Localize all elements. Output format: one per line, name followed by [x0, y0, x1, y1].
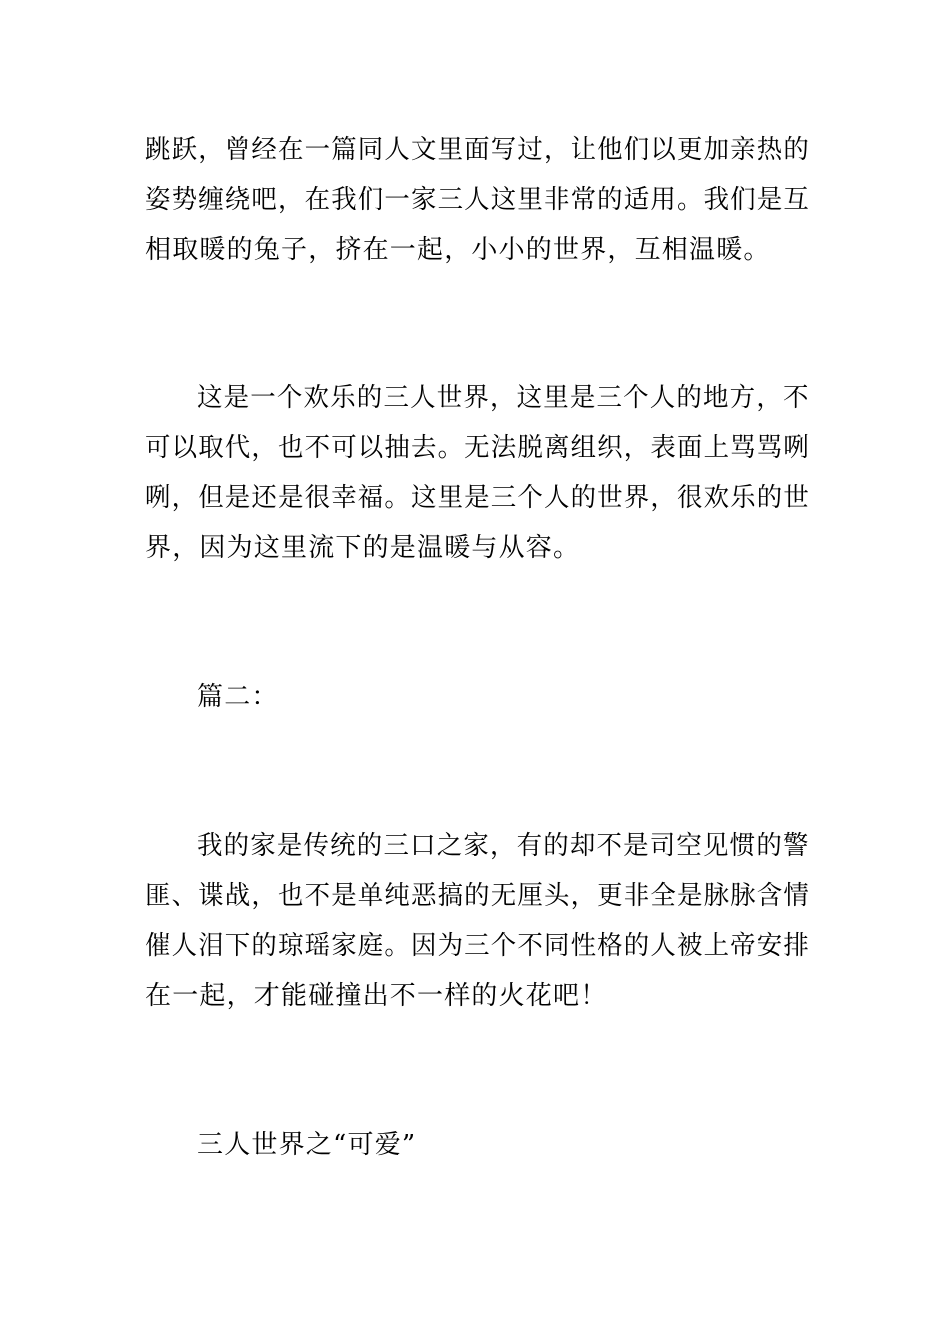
section-heading: 篇二： [197, 682, 279, 712]
paragraph-3-line-1: 我的家是传统的三口之家，有的却不是司空见惯的警 [197, 831, 810, 861]
paragraph-1-line-1: 跳跃，曾经在一篇同人文里面写过，让他们以更加亲热的 [145, 135, 810, 165]
paragraph-2-line-3: 咧，但是还是很幸福。这里是三个人的世界，很欢乐的世 [145, 483, 810, 513]
paragraph-3-line-2: 匪、谍战，也不是单纯恶搞的无厘头，更非全是脉脉含情 [145, 881, 810, 911]
paragraph-2-line-2: 可以取代，也不可以抽去。无法脱离组织，表面上骂骂咧 [145, 433, 810, 463]
subheading: 三人世界之“可爱” [197, 1130, 417, 1160]
paragraph-2-line-1: 这是一个欢乐的三人世界，这里是三个人的地方，不 [197, 383, 810, 413]
paragraph-3-line-4: 在一起，才能碰撞出不一样的火花吧！ [145, 981, 608, 1011]
paragraph-2-line-4: 界，因为这里流下的是温暖与从容。 [145, 533, 581, 563]
paragraph-3-line-3: 催人泪下的琼瑶家庭。因为三个不同性格的人被上帝安排 [145, 931, 810, 961]
paragraph-1-line-2: 姿势缠绕吧，在我们一家三人这里非常的适用。我们是互 [145, 185, 810, 215]
paragraph-1-line-3: 相取暖的兔子，挤在一起，小小的世界，互相温暖。 [145, 235, 771, 265]
